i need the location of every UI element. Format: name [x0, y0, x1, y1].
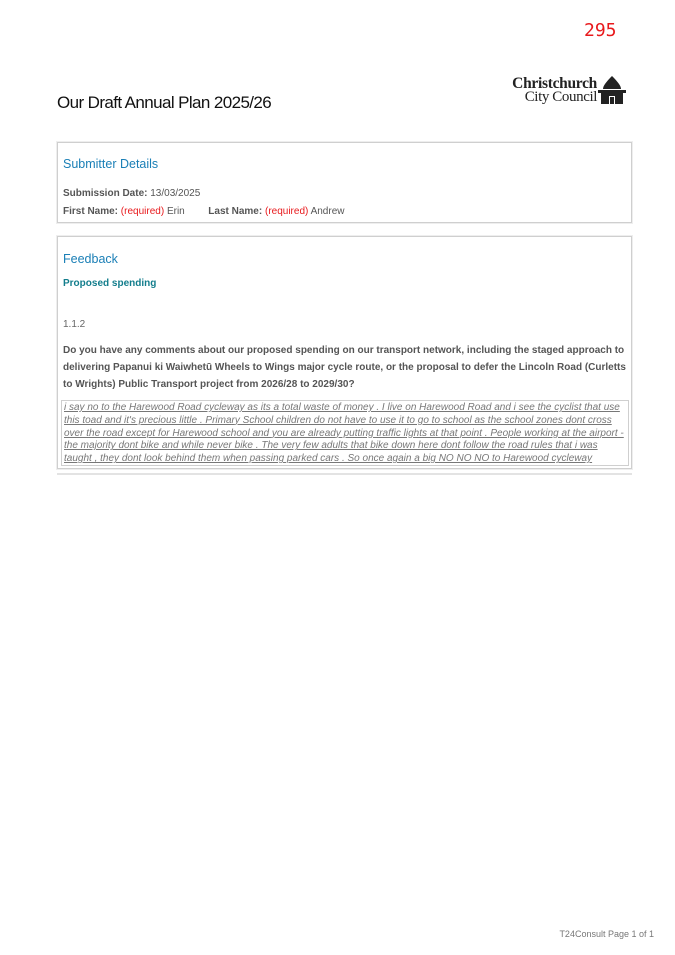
- submitter-details-heading: Submitter Details: [63, 157, 159, 171]
- council-logo: [499, 74, 627, 108]
- feedback-panel: [57, 236, 632, 469]
- submitter-details-panel: [57, 142, 632, 223]
- section-title: Proposed spending: [63, 278, 157, 289]
- name-line: [63, 206, 344, 217]
- page-number: 295: [584, 20, 617, 41]
- last-name-label: Last Name:: [208, 206, 263, 217]
- panel-divider: [57, 473, 632, 475]
- feedback-heading: Feedback: [63, 252, 118, 266]
- page-footer: T24Consult Page 1 of 1: [559, 929, 654, 939]
- first-name-required: (required): [120, 206, 165, 217]
- first-name-label: First Name:: [63, 206, 119, 217]
- question-text: Do you have any comments about our proposed spending on our transport network, including the staged approach to delivering Papanui ki Waiwhetū Wheels to Wings major cycle route, or the proposal to defer the Lincoln Road (Curletts to Wrights) Public Transport project from 2026/28 to 2029/30?: [63, 345, 626, 390]
- last-name-value: Andrew: [310, 206, 345, 217]
- page-title: Our Draft Annual Plan 2025/26: [57, 93, 272, 112]
- logo-line2: City Council: [524, 89, 597, 105]
- last-name-required: (required): [264, 206, 309, 217]
- submission-date-label: Submission Date:: [63, 188, 148, 199]
- submission-date-line: [63, 188, 200, 199]
- cathedral-logo-icon: [597, 75, 627, 105]
- submission-date-value: 13/03/2025: [150, 188, 201, 199]
- question-number: 1.1.2: [63, 319, 86, 330]
- first-name-value: Erin: [166, 206, 185, 217]
- logo-line1: Christchurch: [512, 75, 597, 92]
- answer-text: i say no to the Harewood Road cycleway as its a total waste of money . I live on Harewood Road and i see the cyclist that use this toad and it's precious little . Primary School children do not have to use it to go to school as the school zones dont cross over the road except for Harewood school and you are already putting traffic lights at that point . People working at the airport - the majority dont bike and while never bike . The very few adults that bike down here dont follow the road rules that i was taught , they dont look behind them when passing parked cars . So once again a big NO NO NO to Harewood cycleway: [61, 400, 629, 466]
